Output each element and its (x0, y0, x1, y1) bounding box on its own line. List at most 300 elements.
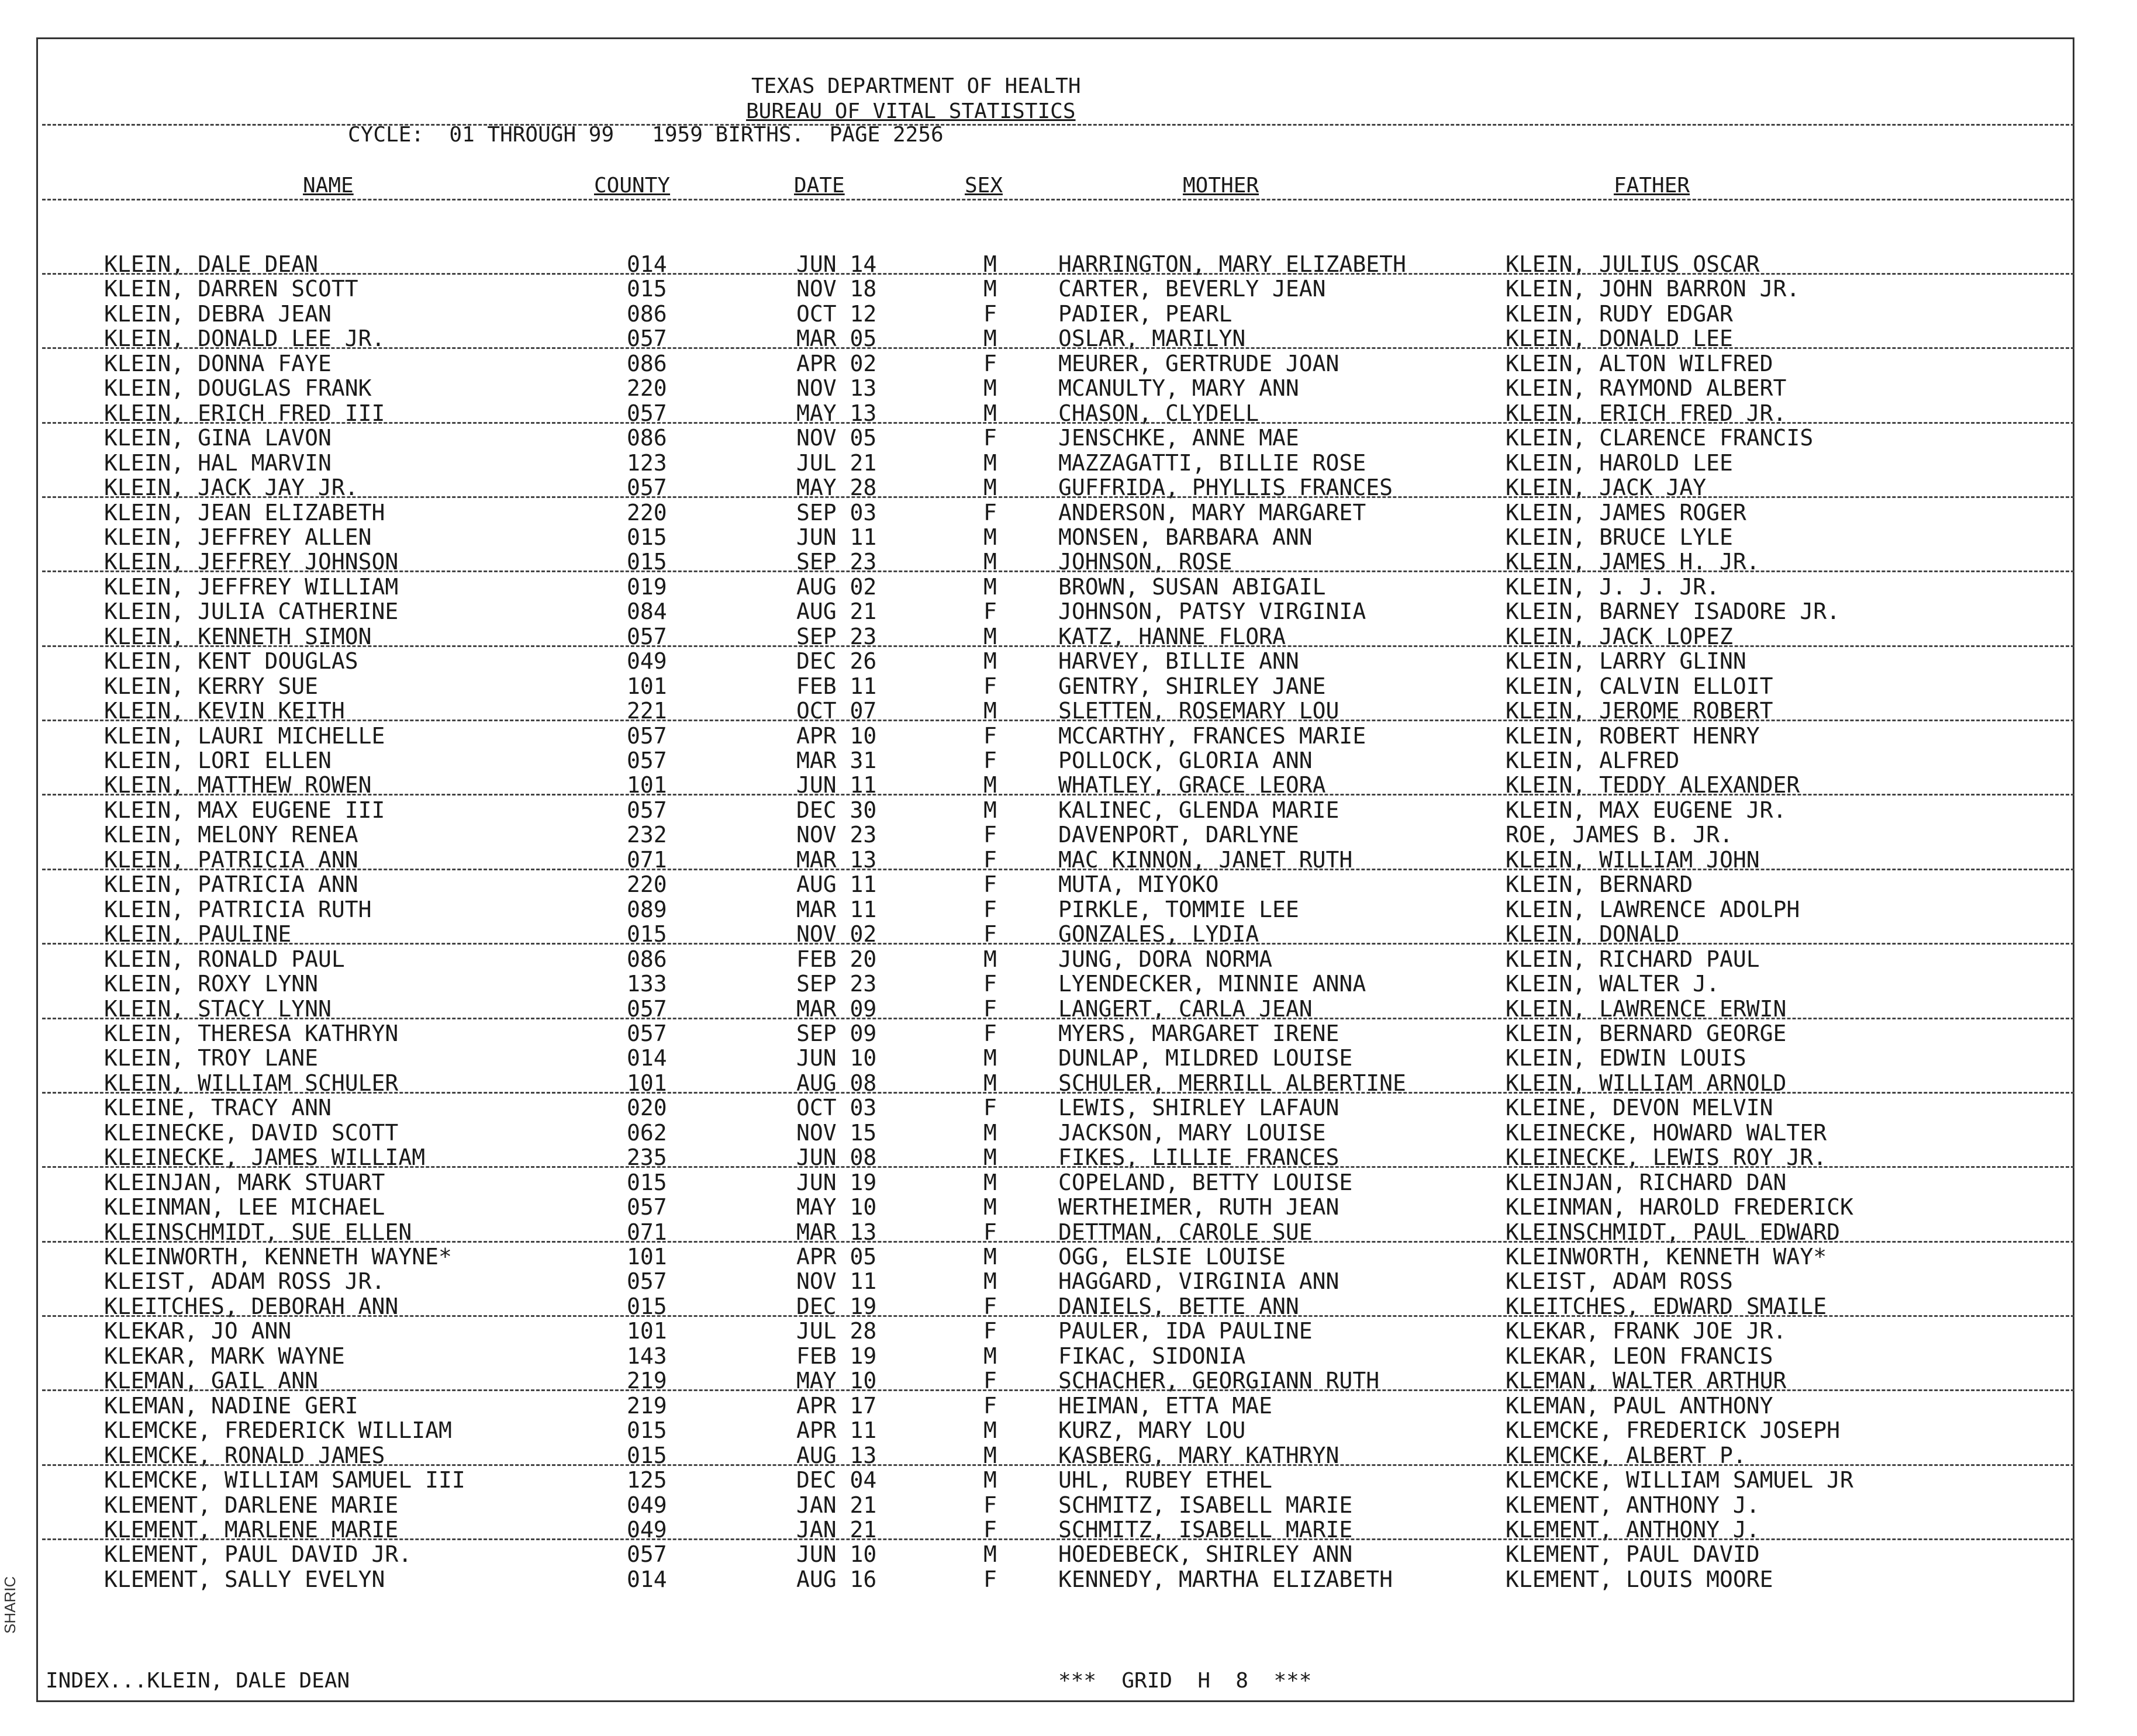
row-sex: M (983, 549, 997, 575)
row-sex: M (983, 946, 997, 972)
row-father: KLEIN, LARRY GLINN (1506, 648, 1746, 675)
row-mother: SCHMITZ, ISABELL MARIE (1058, 1516, 1353, 1543)
row-mother: MAC KINNON, JANET RUTH (1058, 846, 1353, 873)
row-mother: HOEDEBECK, SHIRLEY ANN (1058, 1541, 1353, 1568)
row-separator (42, 496, 2074, 498)
row-father: KLEIN, RICHARD PAUL (1506, 946, 1760, 972)
row-name: KLEIN, TROY LANE (104, 1045, 319, 1071)
row-date: FEB 19 (796, 1343, 877, 1369)
row-separator (42, 347, 2074, 349)
row-sex: M (983, 772, 997, 798)
row-sex: F (983, 1095, 997, 1121)
row-father: KLEIN, WILLIAM ARNOLD (1506, 1070, 1787, 1096)
row-date: OCT 03 (796, 1095, 877, 1121)
row-father: KLEIN, ROBERT HENRY (1506, 722, 1760, 749)
row-name: KLEIN, ERICH FRED III (104, 400, 385, 426)
row-father: KLEIN, BRUCE LYLE (1506, 524, 1733, 550)
row-county: 014 (627, 1045, 667, 1071)
row-date: APR 10 (796, 722, 877, 749)
row-date: DEC 26 (796, 648, 877, 675)
row-mother: SCHULER, MERRILL ALBERTINE (1058, 1070, 1406, 1096)
row-separator (42, 1538, 2074, 1540)
row-separator (42, 1092, 2074, 1094)
row-father: KLEMENT, ANTHONY J. (1506, 1492, 1760, 1518)
row-county: 015 (627, 549, 667, 575)
row-date: DEC 30 (796, 797, 877, 823)
table-row (0, 1467, 2038, 1492)
row-father: KLEIN, BERNARD GEORGE (1506, 1020, 1787, 1046)
header-bureau: BUREAU OF VITAL STATISTICS (746, 99, 1076, 123)
row-date: JUN 10 (796, 1045, 877, 1071)
row-name: KLEKAR, MARK WAYNE (104, 1343, 345, 1369)
row-date: SEP 03 (796, 499, 877, 525)
row-sex: F (983, 722, 997, 749)
row-date: AUG 13 (796, 1442, 877, 1468)
row-date: NOV 15 (796, 1119, 877, 1146)
row-father: KLEIN, JOHN BARRON JR. (1506, 276, 1800, 302)
row-mother: PADIER, PEARL (1058, 300, 1233, 327)
table-row (0, 351, 2038, 375)
row-county: 123 (627, 449, 667, 476)
table-row (0, 1120, 2038, 1144)
row-separator (42, 1241, 2074, 1243)
row-separator (42, 869, 2074, 870)
row-county: 101 (627, 1070, 667, 1096)
row-county: 057 (627, 748, 667, 773)
row-name: KLEIST, ADAM ROSS JR. (104, 1268, 385, 1295)
row-father: KLEIN, WILLIAM JOHN (1506, 846, 1760, 873)
row-father: KLEIN, TEDDY ALEXANDER (1506, 772, 1800, 798)
row-county: 015 (627, 524, 667, 550)
row-father: KLEIN, ALTON WILFRED (1506, 350, 1773, 376)
row-county: 232 (627, 822, 667, 848)
row-sex: M (983, 1417, 997, 1444)
row-mother: PAULER, IDA PAULINE (1058, 1318, 1313, 1344)
row-sex: F (983, 748, 997, 773)
row-name: KLEIN, PATRICIA RUTH (104, 896, 372, 922)
row-county: 089 (627, 896, 667, 922)
row-father: KLEMCKE, FREDERICK JOSEPH (1506, 1417, 1840, 1444)
table-row (0, 1170, 2038, 1194)
col-mother: MOTHER (1183, 174, 1259, 198)
row-name: KLEIN, DONALD LEE JR. (104, 326, 385, 352)
row-father: KLEMENT, ANTHONY J. (1506, 1516, 1760, 1543)
row-sex: M (983, 375, 997, 402)
row-name: KLEMAN, NADINE GERI (104, 1392, 358, 1419)
row-father: KLEIST, ADAM ROSS (1506, 1268, 1733, 1295)
row-sex: M (983, 1442, 997, 1468)
row-sex: F (983, 1293, 997, 1319)
table-row (0, 748, 2038, 772)
row-mother: MYERS, MARGARET IRENE (1058, 1020, 1339, 1046)
row-sex: M (983, 797, 997, 823)
row-sex: M (983, 1268, 997, 1295)
row-county: 125 (627, 1467, 667, 1493)
table-row (0, 822, 2038, 846)
row-name: KLEIN, DEBRA JEAN (104, 300, 332, 327)
row-sex: F (983, 1368, 997, 1394)
row-name: KLEIN, JEAN ELIZABETH (104, 499, 385, 525)
row-father: KLEIN, ERICH FRED JR. (1506, 400, 1787, 426)
row-county: 220 (627, 499, 667, 525)
row-date: DEC 19 (796, 1293, 877, 1319)
row-date: JUN 11 (796, 524, 877, 550)
row-date: NOV 13 (796, 375, 877, 402)
row-name: KLEMCKE, WILLIAM SAMUEL III (104, 1467, 465, 1493)
row-mother: WERTHEIMER, RUTH JEAN (1058, 1194, 1339, 1220)
row-mother: ANDERSON, MARY MARGARET (1058, 499, 1366, 525)
row-sex: M (983, 1169, 997, 1195)
row-mother: KASBERG, MARY KATHRYN (1058, 1442, 1339, 1468)
row-mother: PIRKLE, TOMMIE LEE (1058, 896, 1299, 922)
row-county: 071 (627, 1219, 667, 1245)
row-date: JUN 14 (796, 251, 877, 277)
row-sex: F (983, 846, 997, 873)
row-county: 019 (627, 573, 667, 600)
row-father: KLEIN, JACK LOPEZ (1506, 623, 1733, 649)
row-name: KLEIN, JULIA CATHERINE (104, 599, 399, 625)
col-county: COUNTY (594, 174, 671, 198)
row-date: SEP 09 (796, 1020, 877, 1046)
row-mother: FIKES, LILLIE FRANCES (1058, 1144, 1339, 1171)
row-county: 015 (627, 1293, 667, 1319)
row-sex: F (983, 995, 997, 1022)
row-sex: M (983, 1541, 997, 1568)
row-separator (42, 943, 2074, 945)
row-sex: M (983, 623, 997, 649)
table-row (0, 500, 2038, 524)
row-mother: POLLOCK, GLORIA ANN (1058, 748, 1313, 773)
table-row (0, 946, 2038, 971)
row-father: KLEIN, LAWRENCE ERWIN (1506, 995, 1787, 1022)
row-county: 020 (627, 1095, 667, 1121)
row-separator (42, 1166, 2074, 1168)
row-sex: M (983, 1194, 997, 1220)
row-father: KLEMCKE, WILLIAM SAMUEL JR (1506, 1467, 1853, 1493)
table-row (0, 1417, 2038, 1442)
row-county: 057 (627, 1194, 667, 1220)
row-sex: F (983, 499, 997, 525)
row-mother: GONZALES, LYDIA (1058, 921, 1259, 947)
row-name: KLEIN, WILLIAM SCHULER (104, 1070, 399, 1096)
row-county: 057 (627, 995, 667, 1022)
row-father: KLEIN, CLARENCE FRANCIS (1506, 425, 1814, 451)
row-father: KLEINECKE, LEWIS ROY JR. (1506, 1144, 1827, 1171)
row-name: KLEMENT, PAUL DAVID JR. (104, 1541, 412, 1568)
row-sex: M (983, 475, 997, 501)
row-father: KLEIN, J. J. JR. (1506, 573, 1720, 600)
row-date: OCT 07 (796, 698, 877, 724)
table-row (0, 1541, 2038, 1566)
row-county: 071 (627, 846, 667, 873)
table-row (0, 1194, 2038, 1219)
row-father: KLEMENT, PAUL DAVID (1506, 1541, 1760, 1568)
table-row (0, 723, 2038, 748)
table-row (0, 1045, 2038, 1070)
row-father: KLEIN, LAWRENCE ADOLPH (1506, 896, 1800, 922)
row-name: KLEIN, MELONY RENEA (104, 822, 358, 848)
table-row (0, 301, 2038, 326)
row-name: KLEIN, LAURI MICHELLE (104, 722, 385, 749)
row-name: KLEIN, PAULINE (104, 921, 292, 947)
row-name: KLEIN, DOUGLAS FRANK (104, 375, 372, 402)
row-mother: SLETTEN, ROSEMARY LOU (1058, 698, 1339, 724)
row-father: KLEIN, DONALD LEE (1506, 326, 1733, 352)
row-date: AUG 02 (796, 573, 877, 600)
row-name: KLEIN, PATRICIA ANN (104, 846, 358, 873)
row-date: AUG 21 (796, 599, 877, 625)
row-mother: DUNLAP, MILDRED LOUISE (1058, 1045, 1353, 1071)
row-county: 015 (627, 1442, 667, 1468)
table-row (0, 971, 2038, 995)
row-father: KLEINSCHMIDT, PAUL EDWARD (1506, 1219, 1840, 1245)
row-name: KLEIN, KEVIN KEITH (104, 698, 345, 724)
row-father: KLEIN, JULIUS OSCAR (1506, 251, 1760, 277)
row-name: KLEIN, LORI ELLEN (104, 748, 332, 773)
row-county: 133 (627, 971, 667, 997)
row-sex: M (983, 1343, 997, 1369)
row-sex: M (983, 1244, 997, 1270)
row-mother: MONSEN, BARBARA ANN (1058, 524, 1313, 550)
column-header-rule (42, 199, 2074, 200)
row-mother: SCHACHER, GEORGIANN RUTH (1058, 1368, 1380, 1394)
row-name: KLEIN, JEFFREY WILLIAM (104, 573, 399, 600)
row-father: KLEIN, JAMES H. JR. (1506, 549, 1760, 575)
row-county: 086 (627, 946, 667, 972)
row-sex: M (983, 1070, 997, 1096)
row-mother: CHASON, CLYDELL (1058, 400, 1259, 426)
row-date: APR 11 (796, 1417, 877, 1444)
row-date: MAY 10 (796, 1368, 877, 1394)
row-name: KLEINECKE, DAVID SCOTT (104, 1119, 399, 1146)
row-sex: F (983, 1566, 997, 1592)
row-county: 049 (627, 648, 667, 675)
row-county: 057 (627, 1020, 667, 1046)
row-county: 015 (627, 276, 667, 302)
row-name: KLEIN, PATRICIA ANN (104, 872, 358, 898)
row-county: 014 (627, 1566, 667, 1592)
row-name: KLEMENT, DARLENE MARIE (104, 1492, 399, 1518)
row-father: KLEINWORTH, KENNETH WAY* (1506, 1244, 1827, 1270)
row-mother: JUNG, DORA NORMA (1058, 946, 1273, 972)
row-county: 220 (627, 872, 667, 898)
header-agency: TEXAS DEPARTMENT OF HEALTH (751, 74, 1081, 98)
row-mother: MAZZAGATTI, BILLIE ROSE (1058, 449, 1366, 476)
row-separator (42, 570, 2074, 572)
row-county: 015 (627, 1169, 667, 1195)
row-date: APR 17 (796, 1392, 877, 1419)
row-father: KLEINECKE, HOWARD WALTER (1506, 1119, 1827, 1146)
row-father: KLEITCHES, EDWARD SMAILE (1506, 1293, 1827, 1319)
row-name: KLEIN, JEFFREY ALLEN (104, 524, 372, 550)
row-mother: JENSCHKE, ANNE MAE (1058, 425, 1299, 451)
row-date: NOV 05 (796, 425, 877, 451)
row-name: KLEIN, MAX EUGENE III (104, 797, 385, 823)
row-county: 086 (627, 425, 667, 451)
row-county: 057 (627, 475, 667, 501)
row-sex: M (983, 400, 997, 426)
row-sex: M (983, 524, 997, 550)
row-mother: JACKSON, MARY LOUISE (1058, 1119, 1326, 1146)
col-date: DATE (794, 174, 845, 198)
row-sex: M (983, 1045, 997, 1071)
col-name: NAME (303, 174, 354, 198)
row-name: KLEINSCHMIDT, SUE ELLEN (104, 1219, 412, 1245)
row-sex: M (983, 648, 997, 675)
row-sex: F (983, 673, 997, 699)
row-separator (42, 720, 2074, 721)
row-name: KLEMCKE, FREDERICK WILLIAM (104, 1417, 452, 1444)
table-row (0, 1095, 2038, 1119)
row-father: KLEKAR, FRANK JOE JR. (1506, 1318, 1787, 1344)
table-row (0, 1492, 2038, 1517)
row-name: KLEIN, KENNETH SIMON (104, 623, 372, 649)
row-county: 014 (627, 251, 667, 277)
row-county: 101 (627, 772, 667, 798)
row-father: KLEIN, WALTER J. (1506, 971, 1720, 997)
row-sex: M (983, 698, 997, 724)
row-date: NOV 02 (796, 921, 877, 947)
row-sex: F (983, 896, 997, 922)
row-father: KLEIN, BERNARD (1506, 872, 1693, 898)
row-name: KLEIN, KENT DOUGLAS (104, 648, 358, 675)
row-sex: F (983, 350, 997, 376)
row-father: KLEINMAN, HAROLD FREDERICK (1506, 1194, 1853, 1220)
row-date: MAR 13 (796, 846, 877, 873)
row-name: KLEMCKE, RONALD JAMES (104, 1442, 385, 1468)
row-father: KLEINJAN, RICHARD DAN (1506, 1169, 1787, 1195)
row-mother: OGG, ELSIE LOUISE (1058, 1244, 1286, 1270)
row-date: NOV 23 (796, 822, 877, 848)
row-name: KLEIN, JEFFREY JOHNSON (104, 549, 399, 575)
table-row (0, 1268, 2038, 1293)
row-county: 101 (627, 1244, 667, 1270)
row-county: 057 (627, 1541, 667, 1568)
row-county: 221 (627, 698, 667, 724)
row-mother: UHL, RUBEY ETHEL (1058, 1467, 1273, 1493)
row-sex: M (983, 326, 997, 352)
row-name: KLEKAR, JO ANN (104, 1318, 292, 1344)
row-mother: KURZ, MARY LOU (1058, 1417, 1246, 1444)
table-row (0, 425, 2038, 449)
row-mother: HARVEY, BILLIE ANN (1058, 648, 1299, 675)
row-father: KLEIN, HAROLD LEE (1506, 449, 1733, 476)
row-date: AUG 08 (796, 1070, 877, 1096)
footer-index: INDEX...KLEIN, DALE DEAN (46, 1669, 350, 1693)
table-row (0, 1393, 2038, 1417)
row-father: KLEIN, MAX EUGENE JR. (1506, 797, 1787, 823)
row-name: KLEIN, DALE DEAN (104, 251, 319, 277)
row-county: 049 (627, 1492, 667, 1518)
row-mother: COPELAND, BETTY LOUISE (1058, 1169, 1353, 1195)
row-date: MAY 13 (796, 400, 877, 426)
row-mother: HEIMAN, ETTA MAE (1058, 1392, 1273, 1419)
row-sex: F (983, 1492, 997, 1518)
table-row (0, 375, 2038, 400)
row-name: KLEINWORTH, KENNETH WAYNE* (104, 1244, 452, 1270)
row-mother: SCHMITZ, ISABELL MARIE (1058, 1492, 1353, 1518)
row-sex: M (983, 276, 997, 302)
table-row (0, 574, 2038, 599)
row-mother: FIKAC, SIDONIA (1058, 1343, 1246, 1369)
row-county: 062 (627, 1119, 667, 1146)
row-mother: GENTRY, SHIRLEY JANE (1058, 673, 1326, 699)
table-row (0, 872, 2038, 896)
row-county: 057 (627, 326, 667, 352)
row-name: KLEIN, HAL MARVIN (104, 449, 332, 476)
row-county: 049 (627, 1516, 667, 1543)
table-row (0, 450, 2038, 475)
row-name: KLEMAN, GAIL ANN (104, 1368, 319, 1394)
row-name: KLEIN, STACY LYNN (104, 995, 332, 1022)
table-row (0, 599, 2038, 623)
row-sex: F (983, 425, 997, 451)
row-father: KLEMAN, WALTER ARTHUR (1506, 1368, 1787, 1394)
row-county: 101 (627, 673, 667, 699)
row-sex: M (983, 1467, 997, 1493)
row-sex: M (983, 251, 997, 277)
row-date: MAR 11 (796, 896, 877, 922)
row-name: KLEIN, KERRY SUE (104, 673, 319, 699)
row-county: 220 (627, 375, 667, 402)
row-date: SEP 23 (796, 623, 877, 649)
row-father: KLEINE, DEVON MELVIN (1506, 1095, 1773, 1121)
row-father: KLEIN, CALVIN ELLOIT (1506, 673, 1773, 699)
row-date: JUL 21 (796, 449, 877, 476)
row-mother: MUTA, MIYOKO (1058, 872, 1219, 898)
row-name: KLEIN, THERESA KATHRYN (104, 1020, 399, 1046)
row-father: ROE, JAMES B. JR. (1506, 822, 1733, 848)
row-name: KLEINMAN, LEE MICHAEL (104, 1194, 385, 1220)
row-mother: LYENDECKER, MINNIE ANNA (1058, 971, 1366, 997)
row-sex: F (983, 300, 997, 327)
table-row (0, 648, 2038, 673)
row-name: KLEITCHES, DEBORAH ANN (104, 1293, 399, 1319)
table-row (0, 1566, 2038, 1591)
row-sex: M (983, 449, 997, 476)
row-sex: F (983, 971, 997, 997)
row-county: 057 (627, 1268, 667, 1295)
row-county: 057 (627, 722, 667, 749)
row-mother: KATZ, HANNE FLORA (1058, 623, 1286, 649)
row-name: KLEIN, DARREN SCOTT (104, 276, 358, 302)
row-sex: F (983, 1219, 997, 1245)
row-mother: DETTMAN, CAROLE SUE (1058, 1219, 1313, 1245)
row-sex: M (983, 573, 997, 600)
row-father: KLEIN, JACK JAY (1506, 475, 1707, 501)
table-row (0, 1244, 2038, 1268)
row-county: 015 (627, 1417, 667, 1444)
row-date: OCT 12 (796, 300, 877, 327)
row-date: FEB 20 (796, 946, 877, 972)
row-name: KLEIN, ROXY LYNN (104, 971, 319, 997)
row-sex: M (983, 1119, 997, 1146)
row-county: 235 (627, 1144, 667, 1171)
row-mother: JOHNSON, PATSY VIRGINIA (1058, 599, 1366, 625)
row-separator (42, 794, 2074, 796)
row-mother: MCCARTHY, FRANCES MARIE (1058, 722, 1366, 749)
row-father: KLEMCKE, ALBERT P. (1506, 1442, 1746, 1468)
row-sex: F (983, 599, 997, 625)
row-sex: F (983, 1392, 997, 1419)
row-date: JAN 21 (796, 1516, 877, 1543)
row-mother: MCANULTY, MARY ANN (1058, 375, 1299, 402)
row-sex: F (983, 1516, 997, 1543)
row-county: 057 (627, 623, 667, 649)
row-father: KLEIN, RAYMOND ALBERT (1506, 375, 1787, 402)
row-name: KLEIN, JACK JAY JR. (104, 475, 358, 501)
row-separator (42, 1315, 2074, 1317)
